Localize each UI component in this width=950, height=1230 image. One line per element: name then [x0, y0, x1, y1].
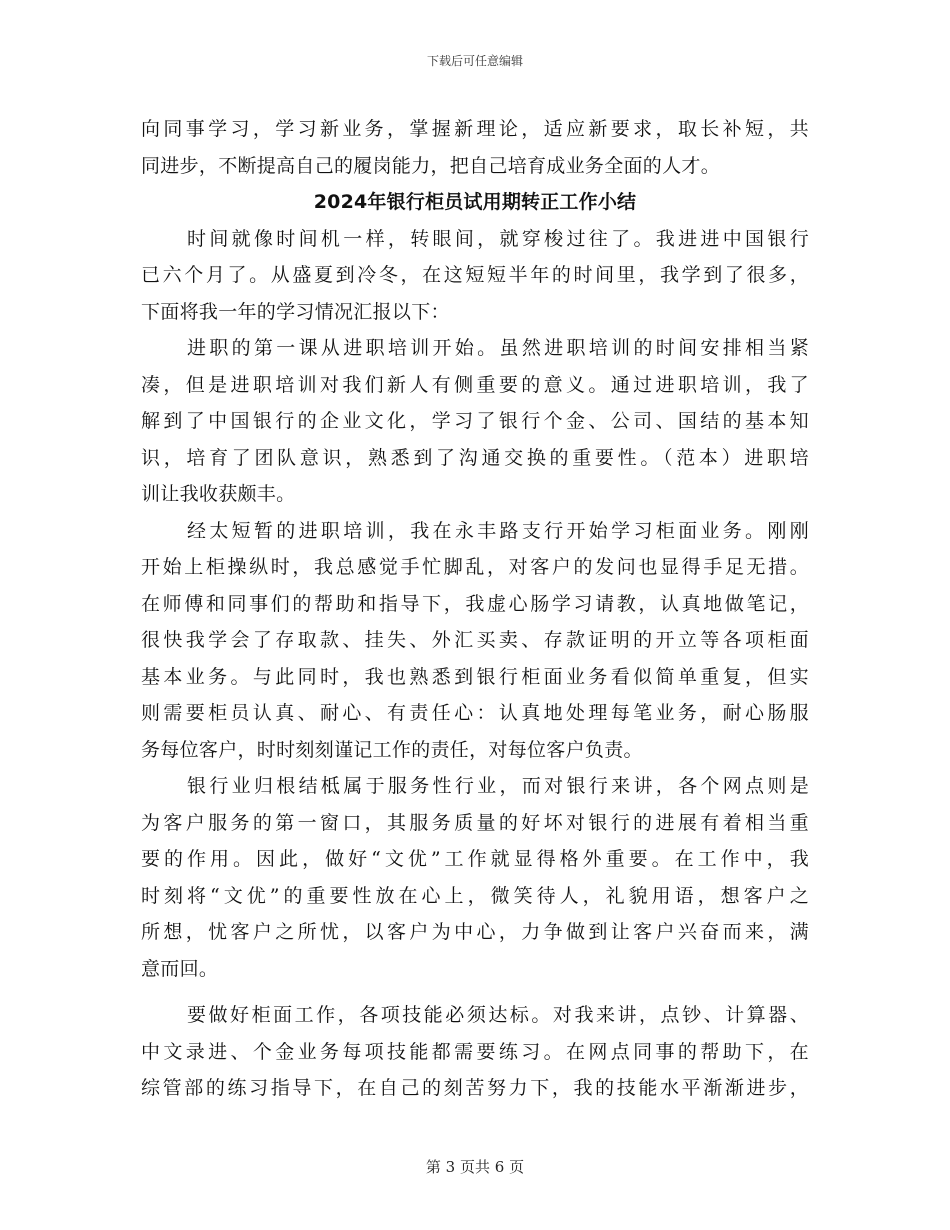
text-line: 意而回。	[141, 957, 219, 980]
text-line: 基本业务。与此同时，我也熟悉到银行柜面业务看似简单重复，但实	[141, 665, 809, 688]
text-line: 解到了中国银行的企业文化，学习了银行个金、公司、国结的基本知	[141, 410, 809, 432]
text-line: 进职的第一课从进职培训开始。虽然进职培训的时间安排相当紧	[187, 337, 809, 359]
text-line: 时间就像时间机一样，转眼间，就穿梭过往了。我进进中国银行	[187, 227, 809, 250]
text-line: 中文录进、个金业务每项技能都需要练习。在网点同事的帮助下，在	[141, 1040, 809, 1063]
text-line: 识，培育了团队意识，熟悉到了沟通交换的重要性。（范本）进职培	[141, 446, 809, 469]
paragraph-gap	[141, 987, 809, 997]
text-line: 银行业归根结柢属于服务性行业，而对银行来讲，各个网点则是	[187, 775, 809, 797]
text-line: 则需要柜员认真、耐心、有责任心：认真地处理每笔业务，耐心肠服	[141, 702, 809, 724]
text-line: 同进步，不断提高自己的履岗能力，把自己培育成业务全面的人才。	[141, 154, 721, 177]
document-body	[141, 111, 809, 1107]
text-line: 训让我收获颇丰。	[141, 483, 296, 505]
text-line: 所想，忧客户之所忧，以客户为中心，力争做到让客户兴奋而来，满	[141, 921, 809, 943]
text-line: 凑，但是进职培训对我们新人有侧重要的意义。通过进职培训，我了	[141, 373, 809, 396]
text-line: 要做好柜面工作，各项技能必须达标。对我来讲，点钞、计算器、	[187, 1004, 809, 1026]
text-line: 在师傅和同事们的帮助和指导下，我虚心肠学习请教，认真地做笔记，	[141, 592, 809, 615]
text-line: 很快我学会了存取款、挂失、外汇买卖、存款证明的开立等各项柜面	[141, 629, 809, 651]
text-line: 开始上柜操纵时，我总感觉手忙脚乱，对客户的发问也显得手足无措。	[141, 556, 809, 578]
text-line: 综管部的练习指导下，在自己的刻苦努力下，我的技能水平渐渐进步，	[141, 1077, 809, 1099]
text-line: 要的作用。因此，做好“文优”工作就显得格外重要。在工作中，我	[141, 848, 809, 870]
page-number: 第 3 页共 6 页	[425, 1158, 525, 1176]
section-title: 2024年银行柜员试用期转正工作小结	[313, 191, 637, 213]
text-line: 向同事学习，学习新业务，掌握新理论，适应新要求，取长补短，共	[141, 118, 809, 140]
text-line: 为客户服务的第一窗口，其服务质量的好坏对银行的进展有着相当重	[141, 811, 809, 834]
text-line: 经太短暂的进职培训，我在永丰路支行开始学习柜面业务。刚刚	[187, 519, 809, 542]
text-line: 时刻将“文优”的重要性放在心上，微笑待人，礼貌用语，想客户之	[141, 884, 809, 907]
text-line: 已六个月了。从盛夏到冷冬，在这短短半年的时间里，我学到了很多，	[141, 264, 809, 286]
text-line: 务每位客户，时时刻刻谨记工作的责任，对每位客户负责。	[141, 738, 643, 761]
text-line: 下面将我一年的学习情况汇报以下：	[141, 300, 450, 323]
page-header: 下载后可任意编辑	[426, 54, 523, 68]
